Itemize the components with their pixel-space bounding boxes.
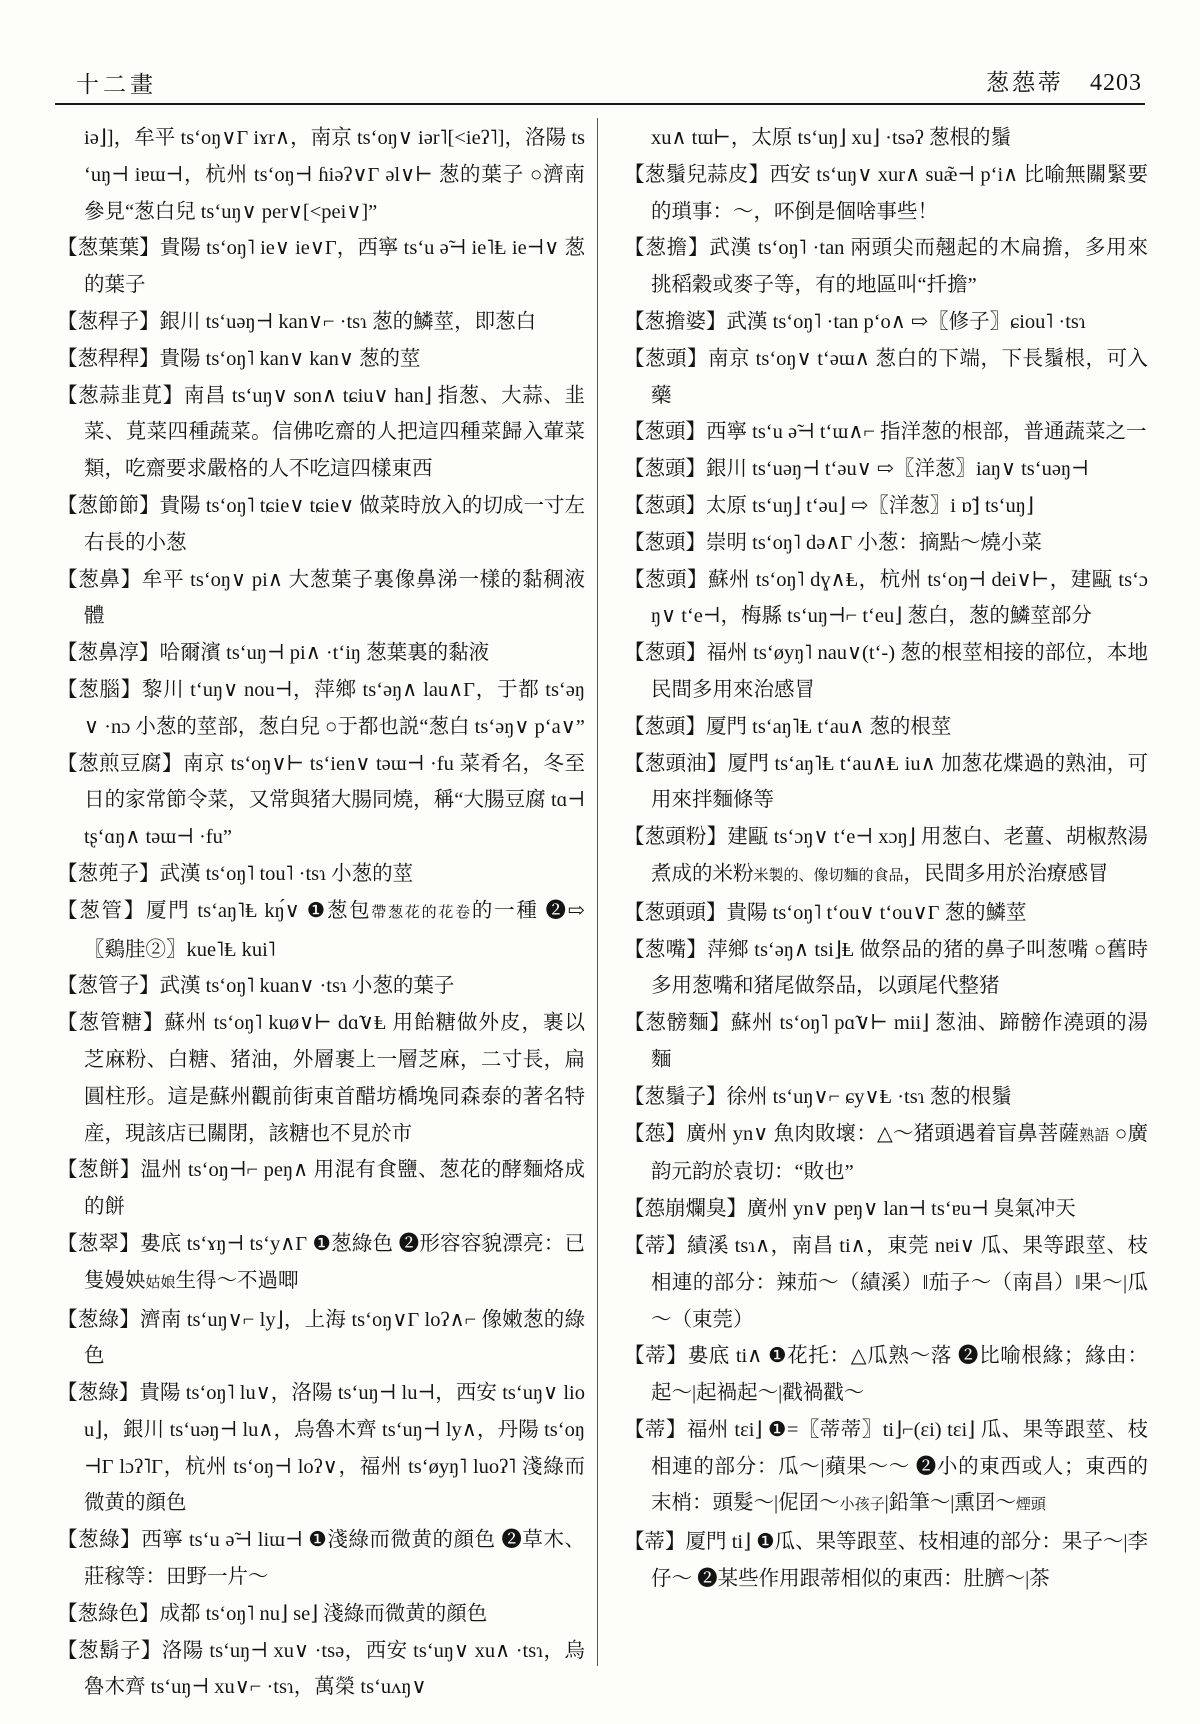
header-rule: [55, 103, 1145, 105]
dict-entry: [624, 1005, 1148, 1079]
dict-entry: [624, 1079, 1148, 1116]
entry-headword: 【葱稈子】: [57, 310, 160, 333]
entry-text: 蘇州 tsʻoŋ˥ kuø∨⊢ dɑ̃∨Ⱡ 用飴糖做外皮，裹以芝麻粉、白糖、猪油，外層裹上一層芝麻，二寸長，扁圓柱形。這是蘇州觀前街東首醋坊橋堍同森泰的著名特産，現該店已關閉，該糖也不見於市: [84, 1012, 585, 1145]
entry-text: 厦門 ti⌋ ❶瓜、果等跟莖、枝相連的部分：果子～|李仔～ ❷某些作用跟蒂相似的東西：肚臍～|茶: [651, 1531, 1148, 1591]
entry-headword: 【葱擔】: [624, 237, 710, 260]
dict-entry: [57, 230, 585, 304]
dict-entry: [57, 968, 585, 1005]
dict-entry: [57, 341, 585, 378]
entry-text: 徐州 tsʻuŋ∨⌐ ɕy∨Ⱡ ·tsɿ 葱的根鬚: [726, 1085, 1012, 1108]
entry-headword: 【葱綠】: [57, 1308, 140, 1331]
dict-entry: [624, 746, 1148, 820]
entry-text: 厦門 tsʻaŋ˥Ⱡ tʻau∧Ⱡ iu∧ 加葱花煠過的熟油，可用來拌麵條等: [651, 752, 1148, 812]
dict-entry: [624, 1191, 1148, 1228]
entry-text: 西寧 tsʻu ə̃⊣ tʻɯ∧⌐ 指洋葱的根部，普通蔬菜之一: [706, 421, 1147, 444]
entry-text: 婁底 tsʻɤŋ⊣ tsʻy∧Γ ❶葱綠色 ❷形容容貌漂亮：已隻嫚姎: [84, 1232, 585, 1292]
entry-text: 西安 tsʻuŋ∨ xur∧ suæ̃⊣ pʻi∧ 比喻無關緊要的瑣事：～，吥倒是個啥事些！: [651, 163, 1148, 223]
entry-text: 南京 tsʻoŋ∨⊢ tsʻien∨ təɯ⊣ ·fu 菜肴名，冬至日的家常節令菜，又常與猪大腸同燒，稱“大腸豆腐 tɑ⊣ tʂʻɑŋ∧ təɯ⊣ ·fu”: [84, 752, 586, 849]
entry-headword: 【葱頭】: [624, 642, 707, 665]
entry-text: 生得～不過唧: [175, 1269, 299, 1292]
page-number: 4203: [1090, 70, 1142, 96]
entry-text: xu∧ tɯ⊢，太原 tsʻuŋ⌋ xu⌋ ·tsəʔ 葱根的鬚: [651, 127, 1011, 149]
entry-headword: 【葱蒜韭莧】: [57, 384, 184, 407]
entry-text: 貴陽 tsʻoŋ˥ lu∨，洛陽 tsʻuŋ⊣ lu⊣，西安 tsʻuŋ∨ liou⌋，銀川 tsʻuəŋ⊣ lu∧，烏魯木齊 tsʻuŋ⊣ ly∧，丹陽 tsʻoŋ⊣Γ lɔʔ˥Γ，杭州 tsʻoŋ⊣ loʔ∨，福州 tsʻøyŋ˥ luoʔ˥ 淺綠而微黄的顔色: [84, 1382, 585, 1515]
dict-entry: [624, 932, 1148, 1006]
dict-entry: [624, 230, 1148, 304]
entry-text: 南昌 tsʻuŋ∨ son∧ tɕiu∨ han⌋ 指葱、大蒜、韭菜、莧菜四種蔬菜。信佛吃齋的人把這四種菜歸入葷菜類，吃齋要求嚴格的人不吃這四樣東西: [84, 384, 586, 481]
entry-headword: 【葱頭】: [624, 494, 706, 517]
entry-gloss-small-text: 姑娘: [145, 1274, 176, 1291]
entry-text: 厦門 tsʻaŋ˥Ⱡ tʻau∧ 葱的根莖: [706, 715, 952, 738]
entry-headword: 【蒂】: [624, 1531, 686, 1554]
dict-entry: [624, 1412, 1148, 1524]
entry-text: 太原 tsʻuŋ⌋ tʻəu⌋ ⇨〖洋葱〗i ɒ̃⌋ tsʻuŋ⌋: [706, 494, 1034, 517]
entry-headword: 【葱頭】: [624, 347, 709, 370]
entry-headword: 【葱葉葉】: [57, 237, 160, 260]
entry-headword: 【葱餅】: [57, 1159, 141, 1182]
entry-text: iə⌋]，牟平 tsʻoŋ∨Γ iɤr∧，南京 tsʻoŋ∨ iər˥[<ieʔ˥]，洛陽 tsʻuŋ⊣ iɐɯ⊣，杭州 tsʻoŋ⊣ ɦiəʔ∨Γ əl∨⊢ 葱的葉子 ○濟南參見“葱白兒 tsʻuŋ∨ per∨[<pei∨]”: [84, 127, 585, 223]
entry-text: 武漢 tsʻoŋ˥ ·tan 兩頭尖而翹起的木扁擔，多用來挑稻穀或麥子等，有的地區叫“扦擔”: [651, 237, 1149, 297]
entry-headword: 【葱頭】: [624, 421, 706, 444]
dict-entry: [57, 672, 585, 746]
dict-entry-continuation: [624, 120, 1148, 157]
entry-text: 績溪 tsɿ∧，南昌 ti∧，東莞 nɐi∨ 瓜、果等跟莖、枝相連的部分：辣茄～（績溪）‖茄子～（南昌）‖果～|瓜～（東莞）: [651, 1234, 1149, 1331]
entry-text: 武漢 tsʻoŋ˥ kuan∨ ·tsɿ 小葱的葉子: [159, 975, 455, 998]
entry-text: ○廣韵元韵於袁切：“敗也”: [651, 1122, 1148, 1184]
dict-entry: [57, 746, 585, 856]
dict-entry: [624, 819, 1148, 895]
dict-entry: [624, 488, 1148, 525]
dict-entry: [57, 893, 585, 969]
dict-entry: [57, 1226, 585, 1302]
entry-text: 婁底 ti∧ ❶花托：△瓜熟～落 ❷比喻根緣；緣由：起～|起禍起～|戳禍戳～: [651, 1345, 1148, 1405]
entry-text: 南京 tsʻoŋ∨ tʻəɯ∧ 葱白的下端，下長鬚根，可入藥: [651, 347, 1148, 407]
entry-text: 武漢 tsʻoŋ˥ tou˥ ·tsɿ 小葱的莖: [159, 862, 414, 885]
dict-entry: [57, 378, 585, 488]
entry-gloss-small-text: 米製的、像切麵的食品: [753, 867, 904, 884]
dict-entry: [624, 1524, 1148, 1598]
entry-headword: 【葱頭】: [624, 568, 709, 591]
entry-text: 建甌 tsʻɔŋ∨ tʻe⊣ xɔŋ⌋ 用葱白、老薑、胡椒熬湯煮成的米粉: [651, 826, 1148, 885]
entry-headword: 【葱翠】: [57, 1232, 140, 1255]
entry-text: 福州 tsʻøyŋ˥ nau∨(tʻ-) 葱的根莖相接的部位，本地民間多用來治感冒: [651, 642, 1149, 701]
left-column: [57, 120, 585, 1706]
column-divider-rule: [597, 118, 598, 1666]
entry-headword: 【葱鬚兒蒜皮】: [624, 163, 770, 186]
entry-headword: 【葱腦】: [57, 678, 142, 701]
dict-entry: [624, 525, 1148, 562]
entry-headword: 【葱頭頭】: [624, 901, 727, 924]
entry-text: 厦門 tsʻaŋ˥Ⱡ kŋ́∨ ❶葱包: [146, 899, 372, 922]
entry-text: 哈爾濱 tsʻuŋ⊣ pi∧ ·tʻiŋ 葱葉裏的黏液: [159, 642, 490, 665]
entry-headword: 【葱管】: [57, 899, 147, 922]
entry-headword: 【蒂】: [624, 1418, 687, 1441]
entry-headword: 【葱稈稈】: [57, 347, 160, 370]
running-head-right: [986, 64, 1142, 97]
dict-entry: [624, 304, 1148, 341]
entry-headword: 【蒂】: [624, 1234, 688, 1257]
entry-text: 牟平 tsʻoŋ∨ pi∧ 大葱葉子裏像鼻涕一樣的黏稠液體: [84, 568, 586, 628]
entry-text: 銀川 tsʻuəŋ⊣ kan∨⌐ ·tsɿ 葱的鱗莖，即葱白: [159, 310, 537, 333]
entry-headword: 【葱鬍子】: [57, 1639, 162, 1662]
dict-entry: [57, 1375, 585, 1522]
entry-text: 成都 tsʻoŋ˥ nu⌋ se⌋ 淺綠而微黄的顔色: [159, 1602, 488, 1625]
dict-entry: [57, 1152, 585, 1226]
entry-text: 廣州 yn∨ pɐŋ∨ lan⊣ tsʻɐu⊣ 臭氣冲天: [747, 1198, 1076, 1221]
entry-headword: 【葱綠】: [57, 1382, 140, 1405]
entry-text: 貴陽 tsʻoŋ˥ tɕie∨ tɕie∨ 做菜時放入的切成一寸左右長的小葱: [84, 494, 585, 554]
entry-headword: 【葱頭粉】: [624, 826, 728, 849]
entry-text: 蘇州 tsʻoŋ˥ dɣ∧Ⱡ，杭州 tsʻoŋ⊣ dei∨⊢，建甌 tsʻɔŋ∨ tʻe⊣，梅縣 tsʻuŋ⊣⌐ tʻeu⌋ 葱白，葱的鱗莖部分: [651, 568, 1149, 628]
entry-text: ，民間多用於治療感冒: [903, 862, 1109, 885]
dict-entry: [624, 414, 1148, 451]
entry-headword: 【葱管糖】: [57, 1012, 165, 1035]
entry-headword: 【葱頭】: [624, 531, 706, 554]
entry-headword: 【葱蔸子】: [57, 862, 160, 885]
entry-text: 濟南 tsʻuŋ∨⌐ ly⌋，上海 tsʻoŋ∨Γ loʔ∧⌐ 像嫩葱的綠色: [84, 1308, 586, 1368]
entry-headword: 【葱綠色】: [57, 1602, 160, 1625]
entry-headword: 【葱頭】: [624, 458, 706, 481]
dict-entry: [57, 1005, 585, 1152]
dict-entry: [57, 304, 585, 341]
dict-entry: [57, 488, 585, 562]
dict-entry: [624, 895, 1148, 932]
entry-headword: 【葱鼻】: [57, 568, 142, 591]
running-head-section: 十二畫: [76, 72, 157, 97]
entry-text: 蘇州 tsʻoŋ˥ pɑ̃∨⊢ mii⌋ 葱油、蹄髈作澆頭的湯麵: [651, 1012, 1148, 1071]
dict-entry: [57, 635, 585, 672]
entry-headword: 【葱頭】: [624, 715, 706, 738]
entry-text: 廣州 yn∨ 魚肉敗壞：△～猪頭遇着盲鼻菩薩: [686, 1122, 1080, 1145]
dict-entry-continuation: [57, 120, 585, 230]
entry-headword: 【葾】: [624, 1122, 687, 1145]
dict-entry: [624, 635, 1148, 709]
dict-entry: [624, 1338, 1148, 1412]
dict-entry: [624, 451, 1148, 488]
right-column: [624, 120, 1148, 1598]
entry-headword: 【葱嘴】: [624, 938, 708, 961]
entry-headword: 【葱節節】: [57, 494, 160, 517]
entry-text: 貴陽 tsʻoŋ˥ tʻou∨ tʻou∨Γ 葱的鱗莖: [726, 901, 1027, 924]
entry-text: 西寧 tsʻu ə̃⊣ liɯ⊣ ❶淺綠而微黄的顔色 ❷草木、莊稼等：田野一片～: [84, 1529, 585, 1589]
entry-gloss-small-text: 帶葱花的花卷: [371, 904, 472, 921]
entry-text: 崇明 tsʻoŋ˥ də∧Γ 小葱：摘點～燒小菜: [706, 531, 1042, 554]
entry-text: 黎川 tʻuŋ∨ nou⊣，萍鄉 tsʻəŋ∧ lau∧Γ，于都 tsʻəŋ∨ ·nɔ 小葱的莖部，葱白兒 ○于都也説“葱白 tsʻəŋ∨ pʻa∨”: [84, 678, 585, 738]
dict-entry: [624, 562, 1148, 636]
entry-text: |鉛筆～|熏囝～: [884, 1492, 1016, 1515]
dict-entry: [57, 1596, 585, 1633]
dict-entry: [624, 341, 1148, 415]
dict-entry: [57, 856, 585, 893]
entry-headword: 【葱煎豆腐】: [57, 752, 184, 775]
running-head-headword-range: 葱葾蒂: [986, 70, 1064, 95]
dict-entry: [624, 1116, 1148, 1192]
entry-headword: 【葾崩爛臭】: [624, 1198, 747, 1221]
entry-gloss-small-text: 小孩子: [839, 1497, 885, 1514]
entry-gloss-small-text: 熟語: [1079, 1127, 1110, 1144]
entry-text: 銀川 tsʻuəŋ⊣ tʻəu∨ ⇨〖洋葱〗iaŋ∨ tsʻuəŋ⊣: [706, 458, 1089, 481]
entry-headword: 【葱鬚子】: [624, 1085, 727, 1108]
dict-entry: [624, 157, 1148, 231]
entry-text: 萍鄉 tsʻəŋ∧ tsi⌋Ⱡ 做祭品的猪的鼻子叫葱嘴 ○舊時多用葱嘴和猪尾做祭品，以頭尾代整猪: [651, 938, 1149, 998]
dict-entry: [57, 562, 585, 636]
entry-text: 的一種 ❷⇨〖鷄胿②〗kue˥Ⱡ kui˥: [84, 899, 585, 961]
entry-text: 武漢 tsʻoŋ˥ ·tan pʻo∧ ⇨〖修子〗ɕiou˥ ·tsɿ: [726, 310, 1086, 333]
entry-gloss-small-text: 煙頭: [1015, 1497, 1046, 1514]
entry-headword: 【葱綠】: [57, 1529, 142, 1552]
dict-entry: [624, 709, 1148, 746]
entry-headword: 【葱管子】: [57, 975, 160, 998]
entry-headword: 【葱頭油】: [624, 752, 728, 775]
entry-headword: 【蒂】: [624, 1345, 688, 1368]
dict-entry: [57, 1302, 585, 1376]
entry-text: 貴陽 tsʻoŋ˥ ie∨ ie∨Γ，西寧 tsʻu ə̃⊣ ie˥Ⱡ ie⊣∨ 葱的葉子: [84, 237, 585, 297]
entry-text: 洛陽 tsʻuŋ⊣ xu∨ ·tsə，西安 tsʻuŋ∨ xu∧ ·tsɿ，烏魯木齊 tsʻuŋ⊣ xu∨⌐ ·tsɿ，萬榮 tsʻuʌŋ∨: [84, 1639, 585, 1699]
entry-text: 温州 tsʻoŋ⊣⌐ peŋ∧ 用混有食鹽、葱花的酵麵烙成的餅: [84, 1159, 586, 1219]
entry-headword: 【葱鼻淳】: [57, 642, 160, 665]
entry-headword: 【葱擔婆】: [624, 310, 727, 333]
entry-text: 貴陽 tsʻoŋ˥ kan∨ kan∨ 葱的莖: [159, 347, 421, 370]
entry-text: 福州 tɛi⌋ ❶=〖蒂蒂〗ti⌋⌐(ɛi) tɛi⌋ 瓜、果等跟莖、枝相連的部分：瓜～|蘋果～～ ❷小的東西或人；東西的末梢：頭髮～|伲囝～: [651, 1418, 1149, 1515]
dict-entry: [57, 1522, 585, 1596]
dict-entry: [57, 1633, 585, 1707]
entry-headword: 【葱髈麵】: [624, 1012, 731, 1035]
dict-entry: [624, 1228, 1148, 1338]
